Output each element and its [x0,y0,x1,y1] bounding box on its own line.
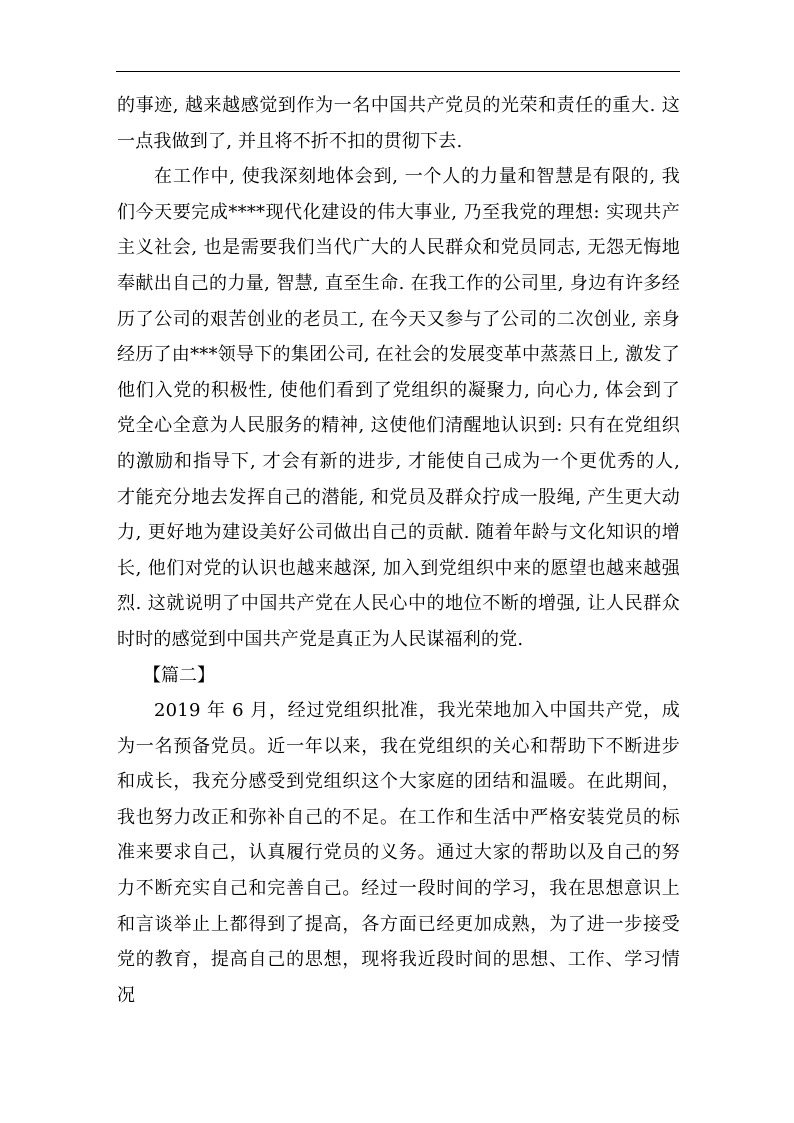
paragraph-work-reflection: 在工作中, 使我深刻地体会到, 一个人的力量和智慧是有限的, 我们今天要完成****现代化建设的伟大事业, 乃至我党的理想: 实现共产主义社会, 也是需要我们当代广大的人民群众和党员同志, 无怨无悔地奉献出自己的力量, 智慧, 直至生命. 在我工作的公司里, 身边有许多经历了公司的艰苦创业的老员工, 在今天又参与了公司的二次创业, 亲身经历了由***领导下的集团公司, 在社会的发展变革中蒸蒸日上, 激发了他们入党的积极性, 使他们看到了党组织的凝聚力, 向心力, 体会到了党全心全意为人民服务的精神, 这使他们清醒地认识到: 只有在党组织的激励和指导下, 才会有新的进步, 才能使自己成为一个更优秀的人, 才能充分地去发挥自己的潜能, 和党员及群众拧成一股绳, 产生更大动力, 更好地为建设美好公司做出自己的贡献. 随着年龄与文化知识的增长, 他们对党的认识也越来越深, 加入到党组织中来的愿望也越来越强烈. 这就说明了中国共产党在人民心中的地位不断的增强, 让人民群众时时的感觉到中国共产党是真正为人民谋福利的党. [117,166,680,650]
header-rule [116,71,680,72]
paragraph-continuation: 的事迹, 越来越感觉到作为一名中国共产党员的光荣和责任的重大. 这一点我做到了, 并且将不折不扣的贯彻下去. [117,95,680,152]
section-heading: 【篇二】 [143,664,215,686]
paragraph-party-membership: 2019 年 6 月，经过党组织批准，我光荣地加入中国共产党，成为一名预备党员。近一年以来，我在党组织的关心和帮助下不断进步和成长，我充分感受到党组织这个大家庭的团结和温暖。在此期间，我也努力改正和弥补自己的不足。在工作和生活中严格安装党员的标准来要求自己，认真履行党员的义务。通过大家的帮助以及自己的努力不断充实自己和完善自己。经过一段时间的学习，我在思想意识上和言谈举止上都得到了提高，各方面已经更加成熟，为了进一步接受党的教育，提高自己的思想，现将我近段时间的思想、工作、学习情况 [117,700,680,1006]
document-body [117,88,680,1013]
